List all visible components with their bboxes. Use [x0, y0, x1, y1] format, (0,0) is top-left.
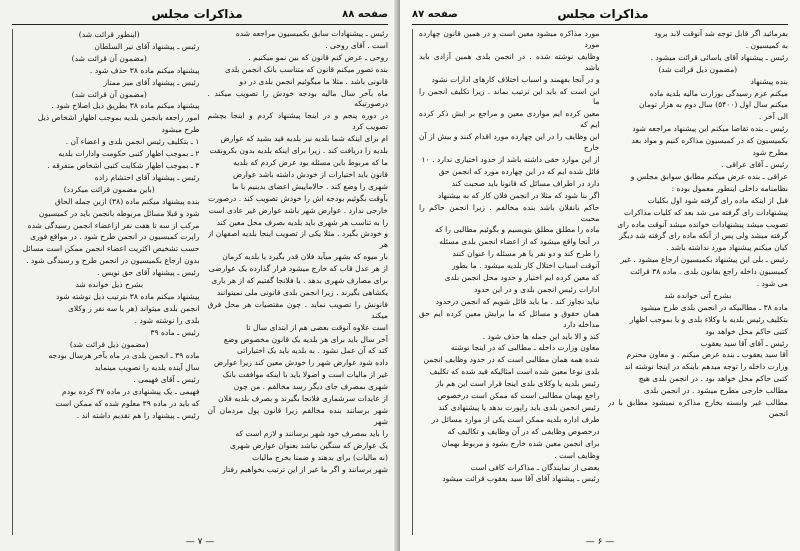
text-line: نظامنامه داخلی اینطور معمول بوده :	[671, 183, 788, 193]
text-line: می شود .	[756, 279, 788, 289]
text-line: مرکب از سه تا هفت نفر ازاعضاء انجمن رسیدگی شده	[27, 220, 200, 230]
text-line: اگر بنا شود که مثلا در انجمن فلان کار که به بیشنهاد	[437, 190, 600, 200]
text-line: ماده ۳۹ ـ انجمن بلدی در ماه بآخر هرسال بودجه	[48, 351, 200, 361]
text-line: رئیس ـ پیشنهاد آقای نیر السلطان	[94, 41, 200, 51]
text-line: رئیس ـ پیشنهاد آقای احتشام زاده	[94, 172, 200, 182]
text-line: درخصوص وظایفی که در آن وظایف و تکالیف که	[447, 426, 600, 436]
text-line: بتکلیف رئیس بلدیه یا وکلاء بلدی و یا بموجب اظهار	[629, 314, 788, 324]
text-line: نباید تجاوز کند . ما باید قائل شویم که انجمن درحدود	[435, 296, 600, 306]
text-line: رئیس بلدیه یا وکلای بلدی اینجا قرار است این هم باز	[435, 379, 600, 389]
text-line: بشرح ذیل خوانده شد	[75, 280, 144, 290]
text-line: بدون ارجاع بکمیسیون در انجمن طرح و رسیدگی شود .	[26, 256, 200, 266]
text-line: این است که باید این ترتیب بماند . زیرا تکلیف انجمن را ما	[419, 86, 600, 107]
text-line: حسب تشخیص اکثریت اعضاء انجمن ممکن است مسائل	[22, 244, 200, 254]
text-line: (مضمون آن قرائت شد)	[71, 89, 147, 99]
left-page-columns	[12, 25, 388, 535]
text-line: سال آینده بلدیه را تصویب مینماید	[94, 363, 200, 373]
text-line: را طرح کند و دو نفر یا هر مسئله را عنوان کنند	[452, 249, 600, 259]
text-line: پیشنهادات رای گرفته می شد بعد که کلیات مذاکرات	[623, 207, 788, 217]
left-page-number: — ۷ —	[185, 537, 215, 547]
text-line: یکشاهی بگیرند . زیرا انجمن بلدی قانونی ملی نمیتوانند	[216, 287, 388, 297]
text-line: کتبی حاکم محل خواهد بود	[705, 326, 788, 336]
text-line: طرف اداره بلدیه ممکن است یکی از موارد مسائل در	[431, 414, 600, 424]
text-line: بشرح آتی خوانده شد	[664, 290, 732, 300]
text-line: ماده را مطلق مطلق بنویسیم و بگوئیم مطالبی را که	[435, 225, 600, 235]
text-line: است . آقای روحی .	[325, 40, 388, 50]
text-line: بکمیسیون که در کمیسیون مذاکره کنیم و مواد بعد	[631, 136, 788, 146]
text-line: آخر سال باید برای هر بلدیه یک قانون مخصوص وضع	[223, 334, 388, 344]
text-line: بنده پیشنهاد میکنم ماده (۳۸) ازین جمله الحاق	[54, 196, 200, 206]
text-line: این وظایف را در این چهارده مورد اقدام کنند و بیش از آن خارج	[419, 132, 600, 153]
text-line: رئیس ـ ماده ۳۹	[150, 327, 200, 337]
text-line: (باین مضمون قرائت میکردد)	[63, 184, 155, 194]
right-page-number: — ۶ —	[585, 537, 615, 547]
text-line: بعضی از نمایندگان ـ مذاکرات کافی است	[470, 462, 600, 472]
text-line: رئیس انجمن بلدی باید راپورت بدهد یا پیشنهادی کند	[438, 403, 600, 412]
text-line: مطالب غیر وابسته بخارج مذاکره نمیشود مطابق با در انجمن	[607, 398, 788, 418]
text-line: قبل از اینکه ماده رای گرفته شود اول بکلیات	[647, 195, 788, 205]
text-line: بآوقت بگوئیم بودجه اش را خودش تصویب کند . درصورت	[208, 193, 388, 203]
text-line: شود و قبلا مسائل مربوطه بانجمن باید در کمیسیون	[38, 208, 200, 218]
text-line: بار میوه که بشهر میآید فلان قدر بگیرد یا بلدیه کرمان	[222, 252, 388, 262]
text-line: در دوره پنجم و در اینجا پیشنهاد کردم و اینجا بچشم تصویب کرد	[207, 111, 388, 132]
text-line: در آنجا واقع میشود که از اعضاء انجمن بلدی مسئله	[439, 237, 600, 247]
text-line: میکنم سال اول (۵۴۰۰) سال دوم به هزار تومان	[638, 100, 788, 110]
text-line: شهر برسانند و اگر ما غیر از این ترتیب بخواهیم رفتار	[222, 464, 388, 474]
text-line: کیان میکنم پیشنهاد مورد نداشته باشد .	[665, 243, 788, 253]
text-line: امور راجعه بانجمن بلدیه بموجب اظهار اشخاص ذیل	[37, 113, 200, 123]
text-line: رئیس ـ آقای فهیمی .	[133, 375, 200, 385]
right-page-header	[412, 6, 788, 25]
text-line: برای انجمن معین شده خارج بشود و مربوط بهمان	[441, 438, 600, 448]
text-line: رئیس ـ بنده تقاضا میکنم این پیشنهاد مراجعه شود	[632, 124, 788, 134]
text-line: پیشنهاد میکنم ماده ۳۸ حذف شود .	[89, 65, 200, 75]
text-line: انجمن بلدی میتواند (هر یا سه نفر ز وکلای	[67, 303, 200, 313]
text-line: ۲ ـ بموجب اظهار کتبی حکومت وادارات بلدیه	[58, 149, 200, 159]
text-line: (اینطور قرائت شد)	[78, 30, 140, 39]
text-line: و در آنجا بفهمند و اسباب اختلاف کارهای ادارات نشود	[431, 74, 600, 84]
text-line: پیشنهاد میکنم ماده ۳۸ بطریق ذیل اصلاح شود .	[51, 101, 200, 111]
right-page-label: صفحه ۸۷	[412, 8, 458, 20]
text-line: آنوقت اسباب اختلال کار بلدیه میشود . ما بطور	[452, 261, 600, 271]
text-line: رئیس ـ آقای آقا سید یعقوب	[700, 338, 788, 348]
text-line: مورد مذاکره میشود معین است و در همین قانون چهارده مورد	[419, 29, 600, 49]
text-line: گرفته میشد ولی پس از آنکه ماده رای گرفته شد دیگر	[619, 231, 788, 241]
text-line: بلدی را نوشته شود .	[134, 315, 200, 325]
text-line: تصویب میشد پیشنهادات خوانده میشد آنوقت ماده رای	[617, 219, 788, 229]
text-line: ماه بآخر سال مالیه بودجه خودش را تصویب میکند . درصورتیکه	[207, 88, 388, 109]
left-page-header	[12, 6, 388, 25]
text-line: عراقی ـ بنده عرض میکنم مطابق سوابق مجلس و	[630, 171, 788, 181]
text-line: قانونش را تصویب نماید . چون مقتضیات هر محل فرق میکند	[207, 299, 388, 320]
left-page-left-column	[12, 29, 200, 535]
text-line: قانونی باشد . مثلا ما میگوئیم انجمن بلدی در دو	[239, 76, 388, 86]
text-line: رئیس ـ پیشنهاد آقای میر ممتاز	[103, 77, 200, 87]
text-line: شهری را وضع کند . حالاماپیش اعضای بدینیم با ما	[232, 181, 388, 191]
text-line: (مضمون آن قرائت شد)	[71, 53, 147, 63]
text-line: ما که مربوط باین مسئله بود عرض کردم که بلدیه	[233, 157, 388, 167]
text-line: ادارات رئیس انجمن بلدی و در این حدود	[474, 284, 600, 294]
text-line: مطالب خارجی مطرح میشود . در انجمن بلدی	[643, 386, 788, 396]
text-line: یک عوارض که سنگین نباشد بعنوان عوارض شهری	[230, 440, 388, 450]
text-line: (مضمون ذیل قرائت شد)	[658, 64, 738, 74]
right-page	[400, 0, 800, 551]
text-line: برای مصارف شهری بدهد . یا فلانجا گفتیم که از هر باری	[211, 276, 388, 286]
text-line: کتبی حاکم محل خواهد بود . در انجمن بلدی هیچ	[638, 374, 788, 384]
text-line: شده همه همان مطالبی است که در حدود وظایف انجمن	[423, 355, 600, 365]
text-line: شهری بمصرف جای دیگر رسد مخالفم . من چون	[233, 382, 388, 392]
text-line: را باید بمصرف خود شهر برسانند و لازم است که	[235, 428, 388, 438]
text-line: میکنم عزم رسیدگی بوزارت مالیه بلدیه ماده	[649, 88, 788, 98]
right-page-right-column	[608, 29, 789, 535]
text-line: معین کرده ایم مواردی معین و مراجع بر ایش ذکر کرده ایم که	[419, 109, 600, 130]
text-line: وظایف نوشته شده . در انجمن بلدی همین آزادی باید باشد	[419, 51, 600, 72]
text-line: پیشنهاد میکنم ماده ۳۸ بترتیب ذیل نوشته شود	[55, 291, 200, 301]
text-line: که باید در ماده ۳۹ معلوم شده که ممکن است	[55, 399, 200, 409]
text-line: کند و الا باید این جمله ها حذف شود .	[482, 331, 600, 341]
text-line: بلدیه را دریافت کند . زیرا برای اینکه بلدیه بدون بکرونقت	[209, 146, 388, 156]
text-line: به کمیسیون .	[745, 40, 788, 50]
left-page-label: صفحه ۸۸	[342, 8, 388, 20]
text-line: ماده ۳۸ ـ مطالبیکه در انجمن بلدی طرح میشود	[640, 302, 788, 312]
text-line: از هر عدل قاب که خارج میشود فرار گذارده یک عوارضی	[208, 264, 388, 274]
text-line: و خودش بگیرد . مثلا یکی از تصویب اینجا بلدیه اصفهان از هر	[207, 229, 388, 250]
text-line: دارد در اطراف مسائل که قانونا باید صحبت کند	[451, 178, 600, 188]
left-page-title: مذاكرات مجلس	[151, 7, 243, 21]
text-line: ام برای اینکه شما بلدیه نیز بلدیه قید بشید که عوارض	[220, 134, 388, 144]
text-line: کمیسیون داخله راجع بقانون بلدی . ماده ۳۸ قرائت	[630, 267, 788, 277]
text-line: وظایف است .	[554, 450, 600, 460]
text-line: (نه مالیات) برای بدهند و ضمنا بخرج مالیات	[252, 452, 388, 462]
text-line: رئیس ـ پیشنهاد آقای آقا سید یعقوب قرائت میشود	[442, 474, 600, 484]
text-line: روحی ـ عرض کنم قانون که بین نمو میکنیم .	[248, 52, 388, 62]
text-line: وزارت داخله را توجه میدهم باینکه در اینجا نوشته اند	[624, 362, 788, 372]
text-line: رئیس ـ پیشنهاد آقای یاسائی قرائت میشود .	[650, 52, 788, 62]
text-line: الی آخر .	[759, 112, 788, 122]
text-line: بنده پیشنهاد	[750, 76, 788, 86]
text-line: ۱ ـ بتکلیف رئیس انجمن بلدی و اعضاء آن .	[65, 137, 200, 147]
text-line: رئیس ـ آقای عراقی .	[721, 159, 788, 169]
text-line: راپرت کمیسیون در انجمن طرح شود . در مواقع فوری	[30, 232, 200, 242]
text-line: ۳ ـ بموجب اظهار شکایت کتبی اشخاص متفرقه .	[47, 160, 200, 170]
right-page-columns	[412, 25, 788, 535]
left-page-right-column	[208, 29, 389, 535]
text-line: بلدی نوعا معین شده است امثالیکه قید شده که تکلیف	[429, 367, 600, 377]
text-line: همان حقوق و مسائل که ما برایش معین کرده ایم حق مداخله دارد	[419, 308, 600, 329]
text-line: حاکم بانقلان باشد بنده مخالفم . زیرا انجمن حاکم را محبت	[419, 202, 600, 223]
text-line: خارجی ندارد . عوارض شهر باشد عوارض غیر عادی است	[208, 205, 388, 215]
text-line: رئیس ـ بلی این پیشنهاد بکمیسیون ارجاع میشود . غیر	[620, 255, 788, 265]
text-line: رئیس ـ پیشنهاد آقای حق نویس .	[97, 268, 200, 278]
text-line: طرح میشود	[161, 125, 200, 135]
text-line: از این موارد حقی داشته باشد از حدود اختیاری ندارد . ۱۰	[421, 154, 600, 164]
text-line: شهر برسانند بنده مخالفم زیرا قانون پول مردمان آن شهر	[207, 406, 388, 426]
text-line: بفرمائید اگر قابل توجه شد آنوقت لابد برود	[654, 29, 788, 38]
text-line: قائل شده ایم که در این چهارده مورد که انجمن حق	[438, 166, 600, 176]
text-line: غیر از مالیات است و اصولا باید با اینکه موافقت بانک	[222, 370, 388, 380]
right-page-left-column	[412, 29, 600, 535]
text-line: داده شود عوارض شهر را خودش معین کند زیرا عوارض	[214, 358, 388, 368]
text-line: است علاوه آنوقت بعضی هم از ابتدای سال تا	[246, 322, 388, 332]
text-line: رئیس ـ پیشنهاد را هم تقدیم داشته اند .	[76, 411, 200, 420]
right-page-title: مذاکرات مجلس	[557, 7, 649, 21]
text-line: از عایدات سرشماری فلانجا بگیرند و بصرف بلدیه فلان	[218, 394, 388, 404]
text-line: (مضمون ذیل قرائت شد)	[69, 339, 149, 349]
text-line: راجع بهمان مطالبی است که ممکن است درخصوص	[437, 391, 600, 401]
text-line: بنده تصور میکنم قانون که متناسب بانک انجمن بلدی	[224, 64, 388, 74]
text-line: کند که آن عمل نشود . به بلدیه باید یک اختیاراتی	[236, 346, 388, 356]
text-line: فهیمی ـ یک پیشنهادی در ماده ۳۷ کرده بودم	[62, 387, 200, 397]
text-line: قانون باید اختیارات از خودش داشته باشد عوارض	[232, 169, 388, 179]
text-line: رئیس ـ پیشنهادات سابق بکمیسیون مراجعه شده	[235, 29, 388, 38]
text-line: که معین کرده ایم اختیار و حدود محل انجمن بلدی	[444, 273, 600, 283]
text-line: مطرح شود	[752, 148, 788, 158]
text-line: معاون وزارت داخله ـ مطالبی که در اینجا نوشته	[450, 343, 600, 353]
text-line: آقا سید یعقوب ـ بنده عرض میکنم . و معاون محترم	[626, 350, 788, 360]
text-line: را به تناسب هر شهری باید بلدیه بصرف محل معین کند	[216, 217, 388, 227]
